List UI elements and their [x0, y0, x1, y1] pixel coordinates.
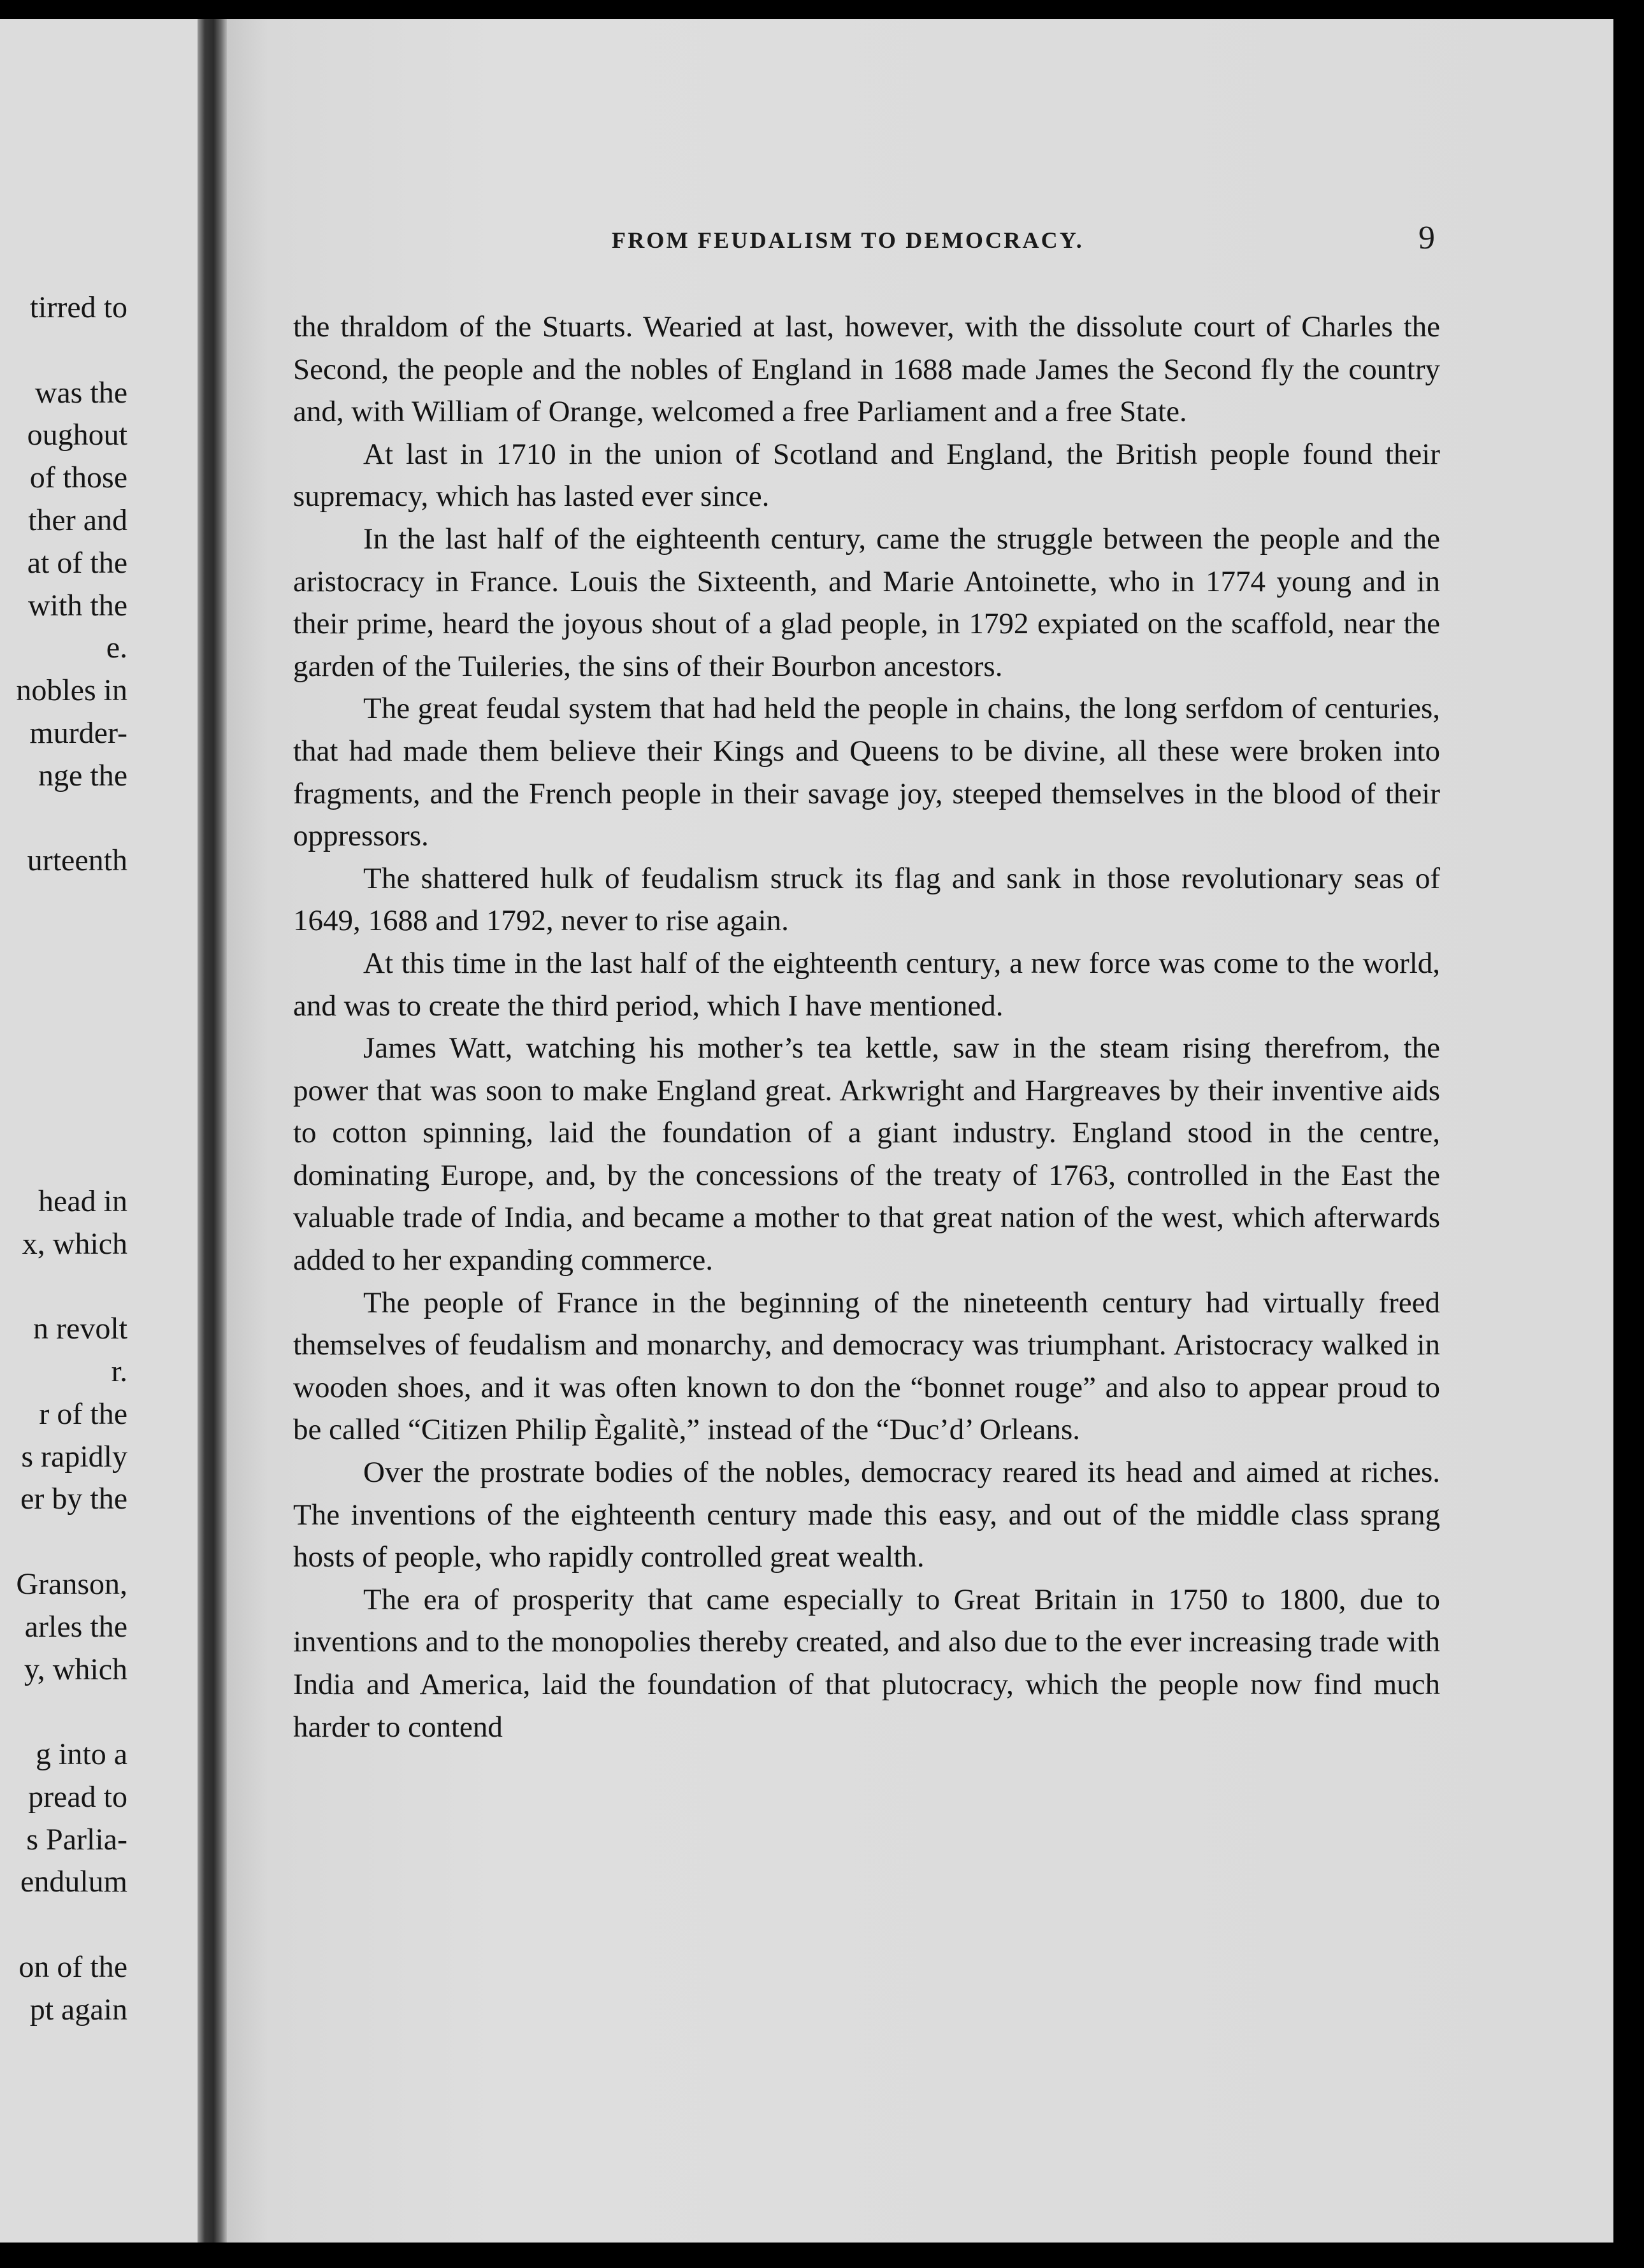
facing-page-line: on of the [18, 1950, 127, 1984]
facing-page-line: urteenth [27, 843, 127, 878]
facing-page-line: n revolt [33, 1312, 127, 1346]
facing-page-line: arles the [24, 1609, 127, 1644]
facing-page-line [0, 1904, 127, 1946]
facing-page-line: oughout [27, 418, 127, 452]
facing-page-line [0, 1691, 127, 1733]
book-page [227, 19, 1613, 2243]
paragraph: The era of prosperity that came especially to Great Britain in 1750 to 1800, due to inventions and to the monopolies thereby created, and also due to the ever increasing trade with India and America, laid the foundation of that plutocracy, which the people now find much harder to contend [293, 1583, 1440, 1744]
facing-page-line: was the [34, 375, 127, 410]
facing-page-line: g into a [36, 1737, 127, 1772]
paragraph: The great feudal system that had held the people in chains, the long serfdom of centuries, that had made them believe their Kings and Queens to be divine, all these were broken into fragments, and the French people in their savage joy, steeped themselves in the blood of their oppressors. [293, 692, 1440, 853]
facing-page-line: head in [38, 1184, 127, 1218]
facing-page-line: tirred to [29, 291, 127, 324]
facing-page-line: y, which [24, 1652, 127, 1686]
facing-page-line: r of the [39, 1396, 127, 1431]
facing-page-line: x, which [22, 1226, 127, 1261]
facing-page-line [0, 329, 127, 372]
paragraph: James Watt, watching his mother’s tea kettle, saw in the steam rising therefrom, the power that was soon to make England great. Arkwright and Hargreaves by their inventive aids to cotton spinning, laid the foundation of a giant industry. England stood in the centre, dominating Europe, and, by the concessions of the treaty of 1763, controlled in the East the valuable trade of India, and became a mother to that great nation of the west, which afterwards added to her expanding commerce. [293, 1031, 1440, 1277]
facing-page-line: r. [111, 1354, 127, 1388]
running-head: FROM FEUDALISM TO DEMOCRACY. [612, 227, 1084, 253]
facing-page-edge [0, 19, 198, 2243]
facing-page-line: pread to [28, 1779, 127, 1814]
facing-page-line [0, 1138, 127, 1181]
facing-page-line: nge the [38, 758, 127, 793]
book-gutter [198, 19, 227, 2243]
facing-page-line [0, 968, 127, 1010]
scan-border-right [1613, 0, 1644, 2268]
paragraph: Over the prostrate bodies of the nobles, democracy reared its head and aimed at riches. The inventions of the eighteenth century made this easy, and out of the middle class sprang hosts of people, who rapidly controlled great wealth. [293, 1456, 1440, 1574]
facing-page-line: ther and [28, 503, 127, 537]
facing-page-line: nobles in [16, 673, 127, 708]
facing-page-line [0, 882, 127, 925]
paragraph: At last in 1710 in the union of Scotland and England, the British people found their supremacy, which has lasted ever since. [293, 437, 1440, 513]
facing-page-line: murder- [29, 715, 127, 750]
facing-page-line: with the [28, 588, 127, 622]
facing-page-line: pt again [29, 1992, 127, 2027]
paragraph: the thraldom of the Stuarts. Wearied at last, however, with the dissolute court of Charles the Second, the people and the nobles of England in 1688 made James the Second fly the country and, with William of Orange, welcomed a free Parliament and a free State. [293, 310, 1440, 429]
facing-page-line [0, 1095, 127, 1138]
facing-page-line [0, 1521, 127, 1563]
facing-page-line [0, 925, 127, 968]
scan-border-top [0, 0, 1644, 19]
facing-page-line: e. [106, 631, 127, 665]
paragraph: The people of France in the beginning of the nineteenth century had virtually freed themselves of feudalism and monarchy, and democracy was triumphant. Aristocracy walked in wooden shoes, and it was often known to don the “bonnet rouge” and also to appear proud to be called “Citizen Philip Ègalitè,” instead of the “Duc’d’ Orleans. [293, 1286, 1440, 1447]
facing-page-line: s rapidly [21, 1439, 127, 1474]
scan-border-bottom [0, 2243, 1644, 2268]
facing-page-line: s Parlia- [26, 1822, 127, 1856]
facing-page-line: er by the [20, 1482, 127, 1516]
paragraph: At this time in the last half of the eighteenth century, a new force was come to the world, and was to create the third period, which I have mentioned. [293, 946, 1440, 1023]
facing-page-line: endulum [20, 1865, 127, 1899]
paragraph: The shattered hulk of feudalism struck its flag and sank in those revolutionary seas of 1649, 1688 and 1792, never to rise again. [293, 861, 1440, 938]
facing-page-line [0, 1010, 127, 1053]
page-number: 9 [1418, 220, 1435, 256]
facing-page-line: at of the [27, 545, 127, 580]
body-text [293, 306, 1440, 1748]
facing-page-line [0, 798, 127, 840]
facing-page-line: of those [29, 461, 127, 495]
facing-page-text [0, 287, 127, 2032]
facing-page-line: Granson, [16, 1567, 127, 1601]
facing-page-line [0, 1052, 127, 1095]
paragraph: In the last half of the eighteenth century, came the struggle between the people and the aristocracy in France. Louis the Sixteenth, and Marie Antoinette, who in 1774 young and in their prime, heard the joyous shout of a glad people, in 1792 expiated on the scaffold, near the garden of the Tuileries, the sins of their Bourbon ancestors. [293, 522, 1440, 683]
facing-page-line [0, 1265, 127, 1308]
